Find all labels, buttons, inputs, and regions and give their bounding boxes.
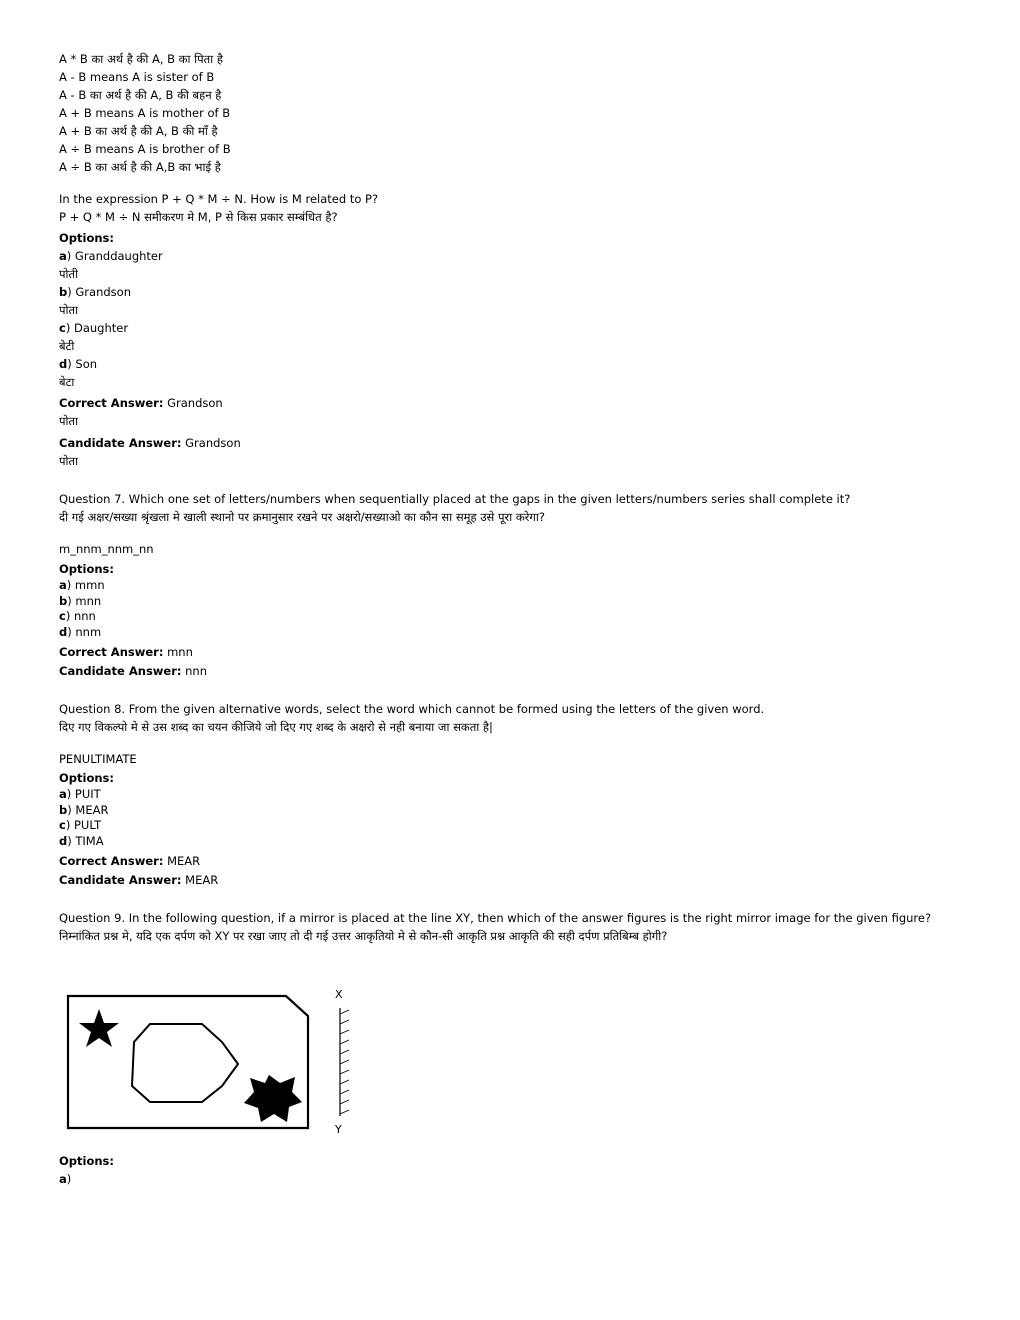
option-c: c) nnn — [59, 609, 96, 623]
relation-line: A + B का अर्थ है की A, B की माँ है — [59, 124, 218, 138]
relation-definitions — [59, 50, 979, 176]
question-text-hi: दिए गए विकल्पो मे से उस शब्द का चयन कीजिये जो दिए गए शब्द के अक्षरो से नही बनाया जा सकता है| — [59, 720, 493, 734]
given-word: PENULTIMATE — [59, 752, 137, 766]
candidate-answer: Candidate Answer: Grandson — [59, 436, 241, 450]
candidate-answer-hindi: पोता — [59, 454, 79, 468]
question-7 — [59, 490, 979, 680]
mirror-line — [328, 988, 368, 1138]
question-text-hi: P + Q * M ÷ N समीकरण मे M, P से किस प्रकार सम्बंधित है? — [59, 210, 338, 224]
option-c: c) PULT — [59, 818, 102, 832]
option-a: a) — [59, 1172, 72, 1186]
option-c-hindi: बेटी — [59, 339, 75, 353]
seven-point-star-shape — [244, 1075, 302, 1122]
options-label: Options: — [59, 771, 114, 785]
option-b: b) MEAR — [59, 802, 109, 817]
question-text-en: Question 9. In the following question, if a mirror is placed at the line XY, then which of the answer figures is the right mirror image for the given figure? — [59, 911, 932, 925]
question-figure — [62, 988, 362, 1143]
option-d: d) TIMA — [59, 833, 104, 848]
question-text-hi: दी गई अक्षर/सख्या श्रृंखला मे खाली स्थानो पर क्रमानुसार रखने पर अक्षरो/सख्याओ का कौन सा समूह उसे पूरा करेगा? — [59, 510, 545, 524]
correct-answer-hindi: पोता — [59, 414, 79, 428]
candidate-answer: Candidate Answer: nnn — [59, 664, 208, 678]
star-shape — [79, 1009, 119, 1047]
candidate-answer: Candidate Answer: MEAR — [59, 873, 219, 887]
correct-answer: Correct Answer: Grandson — [59, 396, 223, 410]
mirror-figure — [62, 988, 362, 1138]
letter-series: m_nnm_nnm_nn — [59, 542, 154, 556]
option-a: a) PUIT — [59, 787, 101, 801]
relation-line: A + B means A is mother of B — [59, 106, 231, 120]
option-b: b) mnn — [59, 593, 102, 608]
option-b-hindi: पोता — [59, 303, 79, 317]
question-9 — [59, 909, 979, 945]
question-6 — [59, 190, 979, 470]
option-d: d) Son — [59, 357, 98, 371]
mirror-label-y: Y — [335, 1123, 342, 1136]
options-label: Options: — [59, 231, 114, 245]
question-text-en: Question 7. Which one set of letters/numbers when sequentially placed at the gaps in the given letters/numbers series shall complete it? — [59, 492, 851, 506]
option-a-hindi: पोती — [59, 267, 79, 281]
correct-answer: Correct Answer: MEAR — [59, 854, 201, 868]
question-text-en: In the expression P + Q * M ÷ N. How is M related to P? — [59, 192, 379, 206]
question-page — [59, 50, 979, 945]
options-label: Options: — [59, 1154, 114, 1168]
option-d: d) nnm — [59, 624, 102, 639]
mirror-hatching — [340, 1010, 349, 1114]
option-a: a) Granddaughter — [59, 249, 163, 263]
question-9-options — [59, 1152, 114, 1188]
option-b: b) Grandson — [59, 285, 131, 299]
options-label: Options: — [59, 562, 114, 576]
relation-line: A * B का अर्थ है की A, B का पिता है — [59, 52, 223, 66]
option-c: c) Daughter — [59, 321, 129, 335]
option-a: a) mmn — [59, 578, 105, 592]
correct-answer: Correct Answer: mnn — [59, 645, 193, 659]
mirror-label-x: X — [335, 988, 343, 1001]
octagon-shape — [132, 1024, 238, 1102]
question-8 — [59, 700, 979, 889]
relation-line: A ÷ B का अर्थ है की A,B का भाई है — [59, 160, 221, 174]
question-text-hi: निम्नांकित प्रश्न मे, यदि एक दर्पण को XY पर रखा जाए तो दी गई उत्तर आकृतियो मे से कौन-सी आकृति प्रश्न आकृति की सही दर्पण प्रतिबिम्ब होगी? — [59, 929, 668, 943]
relation-line: A - B means A is sister of B — [59, 70, 215, 84]
option-d-hindi: बेटा — [59, 375, 75, 389]
question-text-en: Question 8. From the given alternative words, select the word which cannot be formed using the letters of the given word. — [59, 702, 765, 716]
relation-line: A ÷ B means A is brother of B — [59, 142, 231, 156]
relation-line: A - B का अर्थ है की A, B की बहन है — [59, 88, 222, 102]
